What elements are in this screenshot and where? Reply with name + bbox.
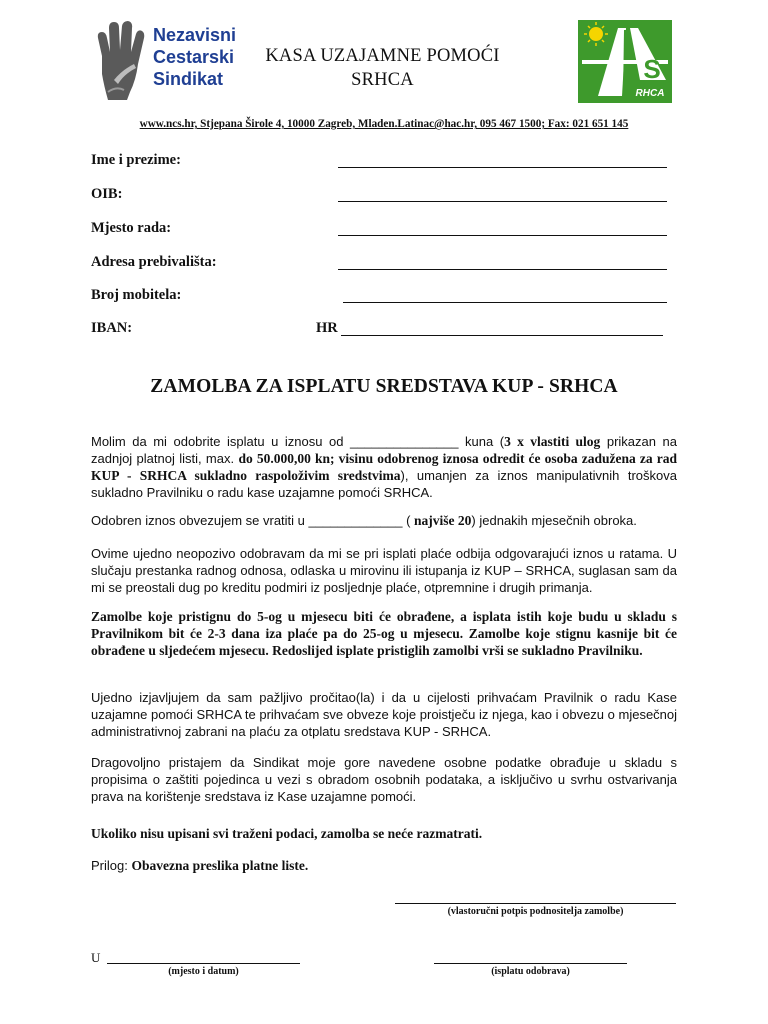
sun-icon — [589, 27, 603, 41]
logo-word-3: Sindikat — [153, 69, 224, 89]
place-date-caption: (mjesto i datum) — [168, 966, 239, 977]
hand-icon — [94, 20, 148, 100]
srhca-logo — [578, 20, 672, 103]
header-title-line-2: SRHCA — [351, 70, 414, 90]
field-label-workplace: Mjesto rada: — [91, 220, 172, 236]
svg-text:S: S — [643, 54, 661, 84]
iban-prefix: HR — [316, 320, 338, 336]
paragraph-repayment: Odobren iznos obvezujem se vratiti u _____________ ( najviše 20) jednakih mjesečnih obroka. — [91, 513, 637, 528]
workplace-field[interactable] — [338, 235, 667, 236]
place-date-field[interactable] — [107, 963, 300, 964]
approval-signature-line[interactable] — [434, 963, 627, 964]
paragraph-processing-rules: Zamolbe koje pristignu do 5-og u mjesecu biti će obrađene, a isplata istih koje budu u skladu s Pravilnikom bit će 2-3 dana iza plaće pa do 25-og u mjesecu. Zamolbe koje stignu kasnije bit će obrađene u sljedećem mjesecu. Redoslijed isplate pristiglih zamolbi vrši se sukladno Pravilniku. — [91, 609, 677, 658]
oib-field[interactable] — [338, 201, 667, 202]
iban-field[interactable] — [341, 335, 663, 336]
address-field[interactable] — [338, 269, 667, 270]
svg-text:RHCA: RHCA — [635, 88, 665, 99]
header-title — [250, 44, 515, 92]
field-label-oib: OIB: — [91, 186, 123, 202]
paragraph-amount: Molim da mi odobrite isplatu u iznosu od _______________ kuna (3 x vlastiti ulog prikazan na zadnjoj platnoj listi, max. do 50.000,00 kn; visinu odobrenog iznosa odredit će osoba zadužena za rad KUP - SRHCA sukladno raspoloživim sredstvima), umanjen za iznos manipulativnih troškova sukladno Pravilniku o radu kase uzajamne pomoći SRHCA. — [91, 434, 677, 500]
ncs-logo — [90, 14, 240, 102]
place-prefix: U — [91, 950, 101, 965]
name-field[interactable] — [338, 167, 667, 168]
mobile-field[interactable] — [343, 302, 667, 303]
field-label-mobile: Broj mobitela: — [91, 287, 182, 303]
contact-line: www.ncs.hr, Stjepana Širole 4, 10000 Zagreb, Mladen.Latinac@hac.hr, 095 467 1500; Fax: 021 651 145 — [139, 118, 629, 130]
form-title: ZAMOLBA ZA ISPLATU SREDSTAVA KUP - SRHCA — [150, 376, 618, 397]
field-label-iban: IBAN: — [91, 320, 133, 336]
applicant-signature-caption: (vlastoručni potpis podnositelja zamolbe) — [447, 906, 624, 917]
paragraph-attachment: Prilog: Obavezna preslika platne liste. — [91, 858, 309, 873]
logo-word-2: Cestarski — [153, 47, 235, 67]
paragraph-data-consent: Dragovoljno pristajem da Sindikat moje gore navedene osobne podatke obrađuje u skladu s propisima o zaštiti pojedinca u vezi s obradom osobnih podataka, a isključivo u svrhu ostvarivanja prava na korištenje sredstava iz Kase uzajamne pomoći. — [91, 755, 677, 804]
field-label-name: Ime i prezime: — [91, 152, 181, 168]
header-title-line-1: KASA UZAJAMNE POMOĆI — [265, 46, 500, 66]
paragraph-incomplete-warning: Ukoliko nisu upisani svi traženi podaci, zamolba se neće razmatrati. — [91, 826, 483, 841]
logo-word-1: Nezavisni — [153, 25, 237, 45]
paragraph-declaration: Ujedno izjavljujem da sam pažljivo pročitao(la) i da u cijelosti prihvaćam Pravilnik o radu Kase uzajamne pomoći SRHCA te prihvaćam sve obveze koje proistječu iz njega, kao i obvezu o mjesečnoj administrativnoj zabrani na plaću za otplatu sredstava KUP - SRHCA. — [91, 690, 678, 739]
field-label-address: Adresa prebivališta: — [91, 254, 217, 270]
approval-caption: (isplatu odobrava) — [491, 966, 570, 977]
paragraph-consent-deduction: Ovime ujedno neopozivo odobravam da mi se pri isplati plaće odbija odgovarajući iznos u ratama. U slučaju prestanka radnog odnosa, odlaska u mirovinu ili istupanja iz KUP – SRHCA, suglasan sam da mi se preostali dug po kreditu podmiri iz posljednje plaće, otpremnine i drugih primanja. — [91, 546, 677, 595]
applicant-signature-line[interactable] — [395, 903, 676, 904]
